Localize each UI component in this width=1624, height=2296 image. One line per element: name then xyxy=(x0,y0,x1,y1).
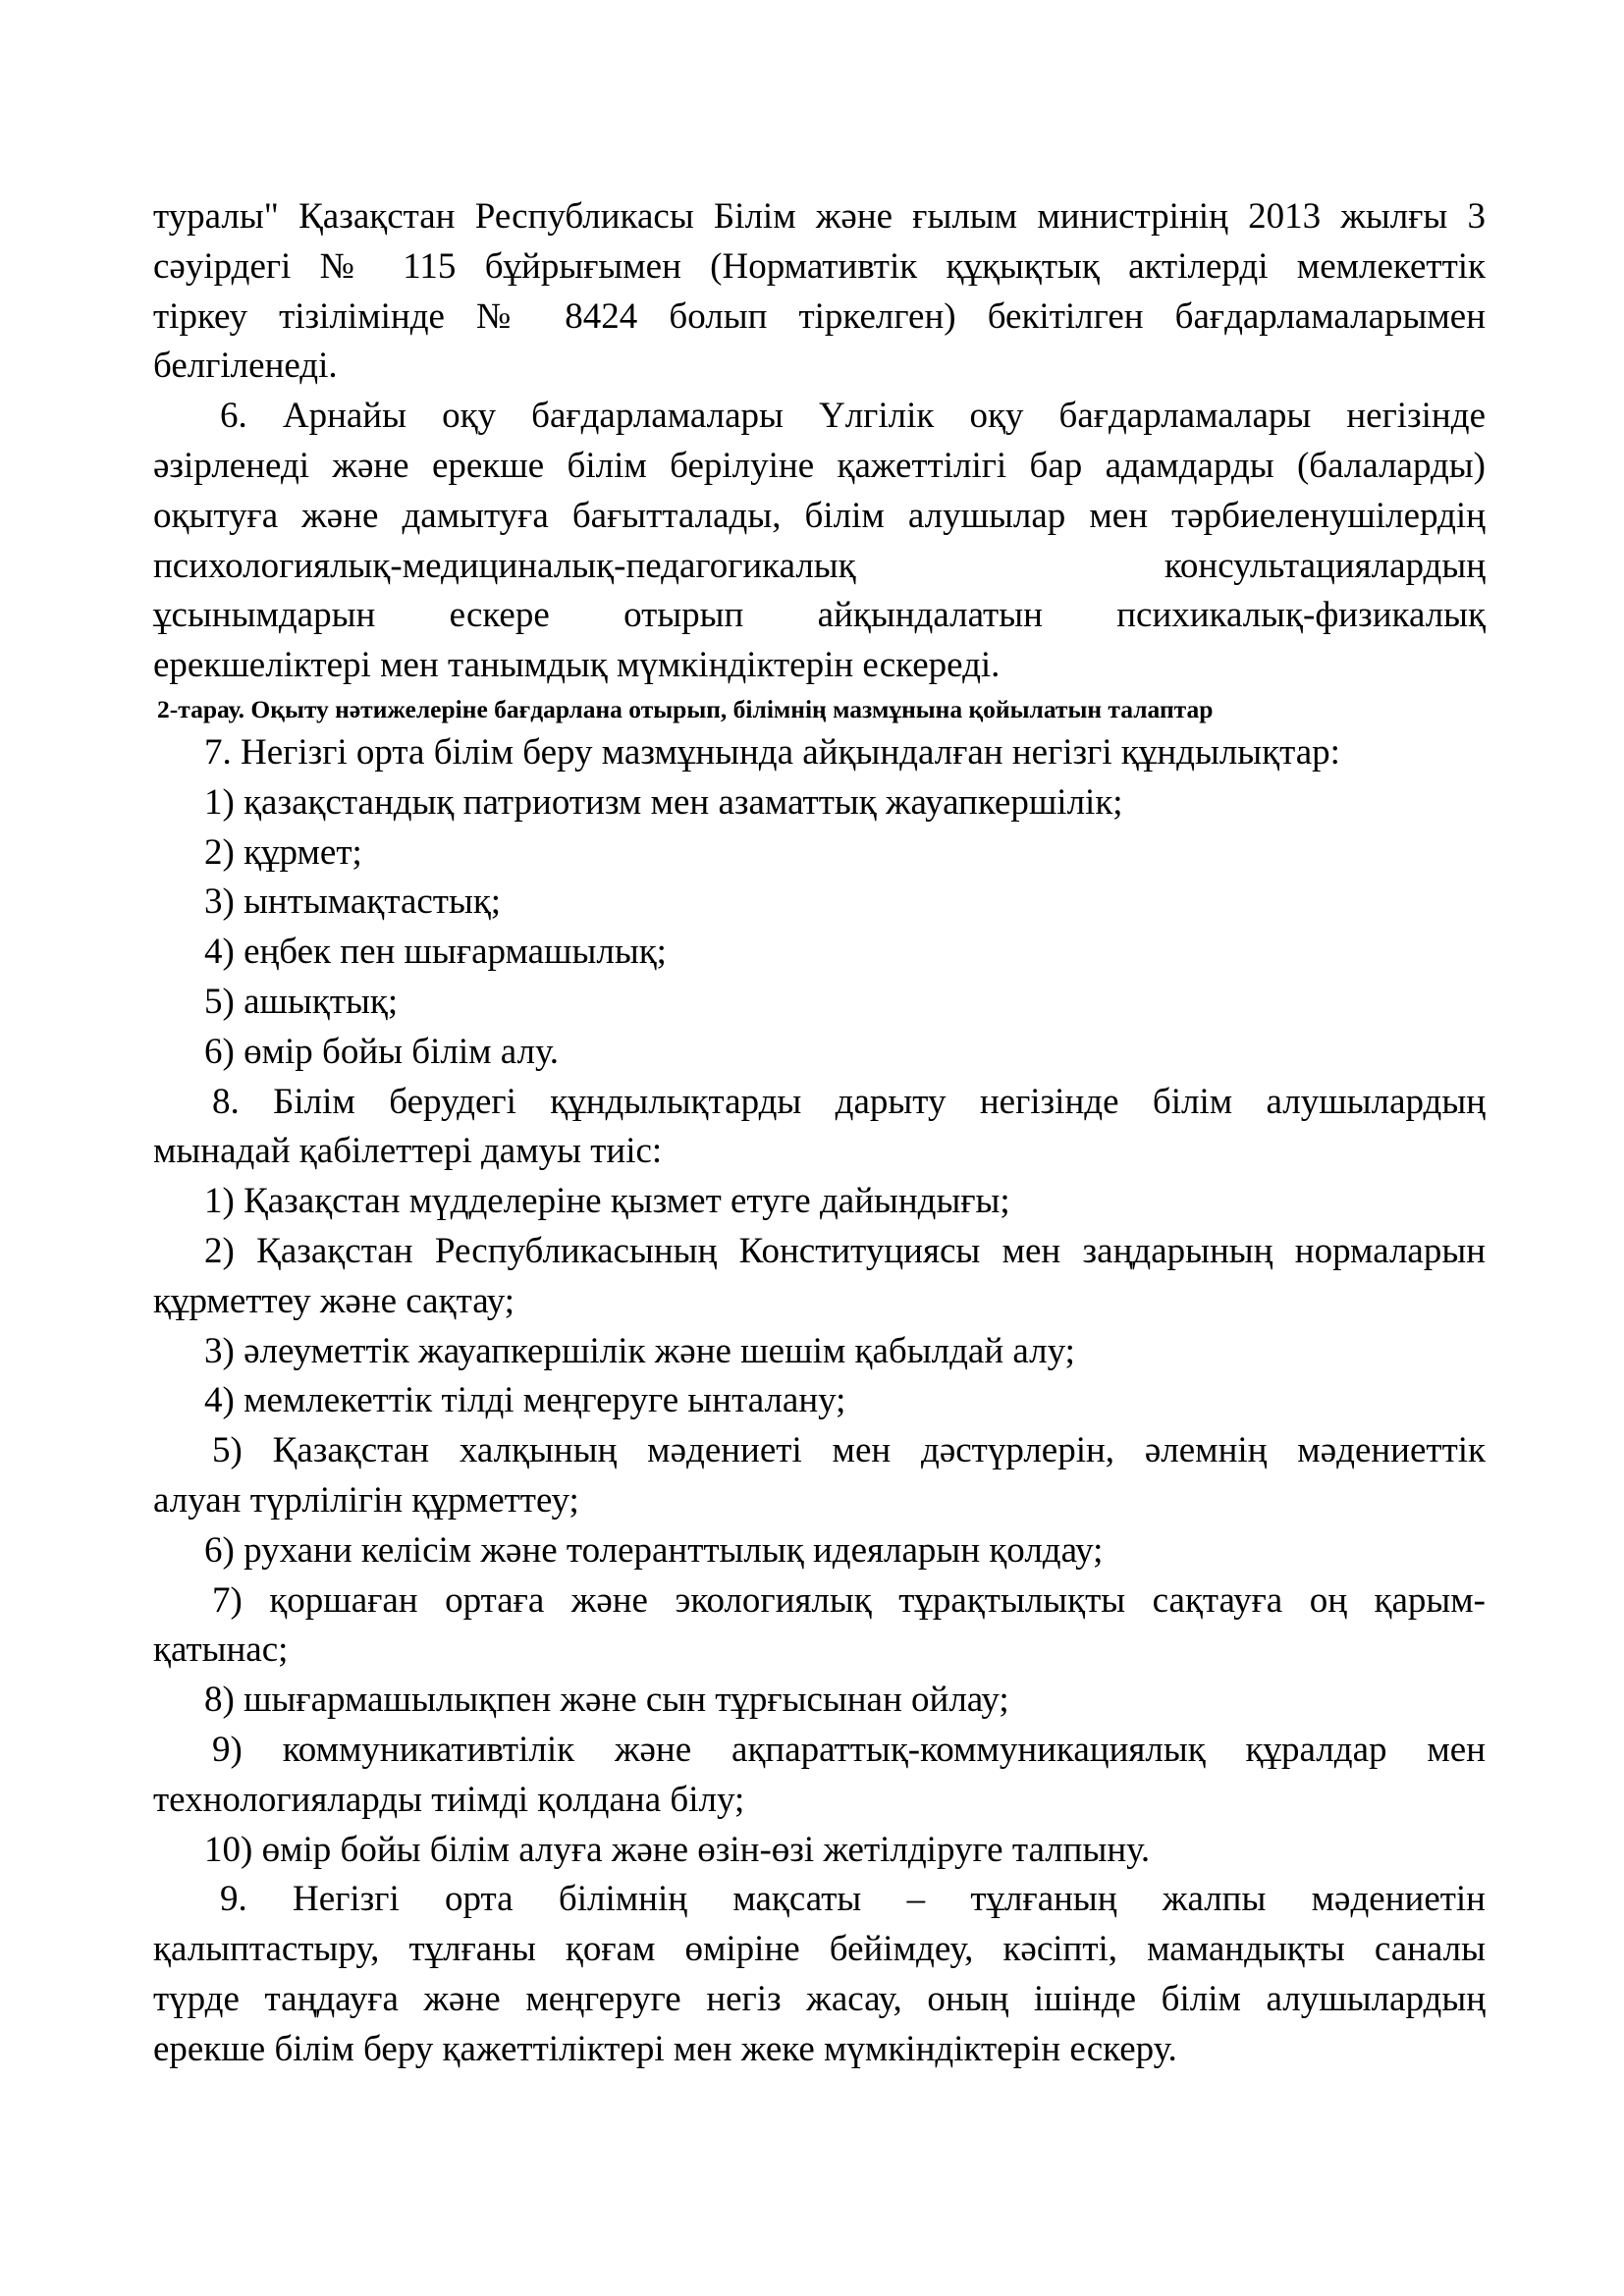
text-line: оқытуға және дамытуға бағытталады, білім алушылар мен тәрбиеленушілердің xyxy=(153,495,1486,536)
text-line: 8. Білім берудегі құндылықтарды дарыту негізінде білім алушылардың xyxy=(212,1081,1486,1122)
list-item-continuation: алуан түрлілігін құрметтеу; xyxy=(153,1479,579,1521)
list-item-continuation: қатынас; xyxy=(153,1629,289,1671)
list-item: 1) Қазақстан мүдделеріне қызмет етуге дайындығы; xyxy=(204,1181,1010,1222)
list-item: 9) коммуникативтілік және ақпараттық-коммуникациялық құралдар мен xyxy=(212,1729,1486,1770)
list-item: 5) ашықтық; xyxy=(204,981,399,1022)
list-item: 2) құрмет; xyxy=(204,831,362,873)
section-heading: 2-тарау. Оқыту нәтижелеріне бағдарлана отырып, білімнің мазмұнына қойылатын талаптар xyxy=(157,694,1214,723)
text-line: түрде таңдауға және меңгеруге негіз жасау, оның ішінде білім алушылардың xyxy=(153,1978,1486,2019)
list-item: 1) қазақстандық патриотизм мен азаматтық жауапкершілік; xyxy=(204,781,1123,823)
text-line: ерекшеліктері мен танымдық мүмкіндіктерін ескереді. xyxy=(153,645,1001,686)
list-item: 5) Қазақстан халқының мәдениеті мен дәстүрлерін, әлемнің мәдениеттік xyxy=(212,1430,1486,1471)
list-item: 6) өмір бойы білім алу. xyxy=(204,1031,560,1072)
list-item: 4) еңбек пен шығармашылық; xyxy=(204,932,667,973)
intro-paragraph xyxy=(153,192,1486,392)
text-line: психологиялық-медициналық-педагогикалық консультациялардың xyxy=(153,545,1486,586)
list-item: 8) шығармашылықпен және сын тұрғысынан ойлау; xyxy=(204,1680,1009,1721)
text-line: туралы" Қазақстан Республикасы Білім және ғылым министрінің 2013 жылғы 3 xyxy=(153,196,1486,237)
text-line: 9. Негізгі орта білімнің мақсаты – тұлғаның жалпы мәдениетін xyxy=(220,1879,1486,1920)
text-line: ұсынымдарын ескере отырып айқындалатын психикалық-физикалық xyxy=(153,595,1486,636)
list-item: 6) рухани келісім және толеранттылық идеяларын қолдау; xyxy=(204,1529,1104,1571)
text-line: 6. Арнайы оқу бағдарламалары Үлгілік оқу бағдарламалары негізінде xyxy=(220,396,1486,437)
list-item: 10) өмір бойы білім алуға және өзін-өзі жетілдіруге талпыну. xyxy=(204,1829,1151,1870)
list-item: 2) Қазақстан Республикасының Конституциясы мен заңдарының нормаларын xyxy=(204,1230,1486,1271)
text-line: сәуірдегі № 115 бұйрығымен (Нормативтік құқықтық актілерді мемлекеттік xyxy=(153,245,1486,287)
text-line: мынадай қабілеттері дамуы тиіс: xyxy=(153,1131,663,1172)
paragraph-6 xyxy=(153,392,1486,691)
list-item-continuation: құрметтеу және сақтау; xyxy=(153,1280,515,1321)
text-line: қалыптастыру, тұлғаны қоғам өміріне бейімдеу, кәсіпті, мамандықты саналы xyxy=(153,1929,1486,1970)
list-item: 7) қоршаған ортаға және экологиялық тұрақтылықты сақтауға оң қарым- xyxy=(212,1579,1486,1621)
paragraph-7 xyxy=(153,728,1486,1078)
list-item: 4) мемлекеттік тілді меңгеруге ынталану; xyxy=(204,1380,846,1421)
paragraph-lead: 7. Негізгі орта білім беру мазмұнында айқындалған негізгі құндылықтар: xyxy=(204,731,1340,773)
text-line: белгіленеді. xyxy=(153,346,338,387)
list-item-continuation: технологияларды тиімді қолдана білу; xyxy=(153,1779,745,1820)
list-item: 3) әлеуметтік жауапкершілік және шешім қабылдай алу; xyxy=(204,1330,1075,1371)
paragraph-9 xyxy=(153,1875,1486,2074)
text-line: ерекше білім беру қажеттіліктері мен жеке мүмкіндіктерін ескеру. xyxy=(153,2028,1177,2069)
paragraph-8 xyxy=(153,1078,1486,1876)
text-line: әзірленеді және ерекше білім берілуіне қажеттілігі бар адамдарды (балаларды) xyxy=(153,445,1486,486)
list-item: 3) ынтымақтастық; xyxy=(204,881,502,923)
document-page xyxy=(153,192,1486,2074)
text-line: тіркеу тізілімінде № 8424 болып тіркелген) бекітілген бағдарламаларымен xyxy=(153,295,1486,337)
